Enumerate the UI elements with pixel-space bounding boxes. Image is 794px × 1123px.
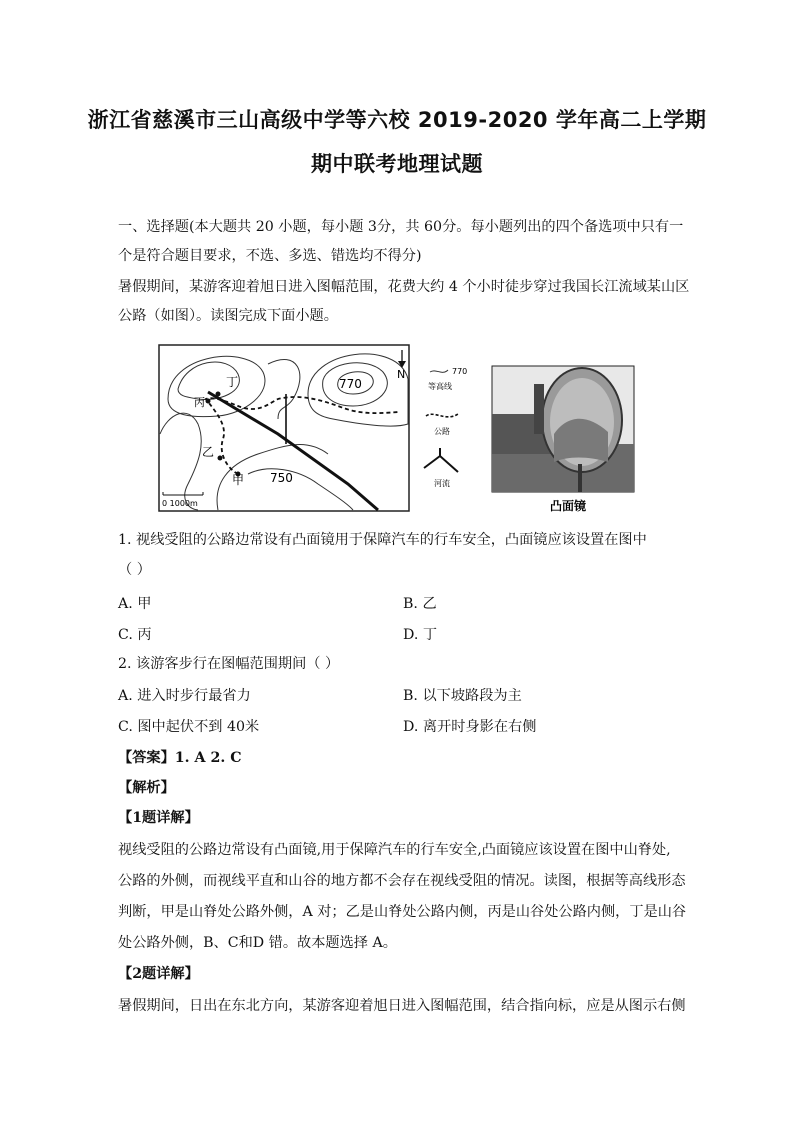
q1-option-c: C. 丙 [118,627,152,643]
analysis-heading: 【解析】 [118,780,175,796]
intro-line1: 暑假期间，某游客迎着旭日进入图幅范围，花费大约 4 个小时徒步穿过我国长江流域某山区 [118,279,690,295]
q2-option-d: D. 离开时身影在右侧 [403,719,537,735]
detail1-line2: 公路的外侧，而视线平直和山谷的地方都不会存在视线受阻的情况。读图，根据等高线形态 [118,873,686,889]
label-yi: 乙 [202,445,215,459]
section-instructions-line1: 一、选择题(本大题共 20 小题，每小题 3分，共 60分。每小题列出的四个备选项中只有一 [118,219,684,235]
label-bing: 丙 [194,396,205,409]
point-yi [218,456,223,461]
detail2-heading: 【2题详解】 [118,966,199,982]
photo-caption: 凸面镜 [550,499,587,513]
label-contour-750: 750 [270,471,293,485]
figure-map-and-photo [158,344,638,514]
label-contour-770: 770 [339,377,362,391]
document-title-line1: 浙江省慈溪市三山高级中学等六校 2019-2020 学年高二上学期 [87,108,707,132]
map-frame [159,345,409,511]
detail1-line1: 视线受阻的公路边常设有凸面镜,用于保障汽车的行车安全,凸面镜应该设置在图中山脊处, [118,842,671,858]
svg-text:N: N [397,368,406,381]
legend-contour-label: 等高线 [428,382,452,391]
detail2-line1: 暑假期间，日出在东北方向，某游客迎着旭日进入图幅范围，结合指向标，应是从图示右侧 [118,998,686,1014]
q2-option-c: C. 图中起伏不到 40米 [118,719,260,735]
q2-stem: 2. 该游客步行在图幅范围期间（ ） [118,656,340,672]
intro-line2: 公路（如图）。读图完成下面小题。 [118,308,338,324]
legend-road-label: 公路 [434,427,450,436]
legend-contour-value: 770 [452,367,468,376]
answer-line: 【答案】1. A 2. C [118,750,242,766]
q1-option-b: B. 乙 [403,596,437,612]
point-bing [206,399,211,404]
detail1-line3: 判断，甲是山脊处公路外侧，A 对；乙是山脊处公路内侧，丙是山谷处公路内侧，丁是山谷 [118,904,687,920]
q1-stem-line1: 1. 视线受阻的公路边常设有凸面镜用于保障汽车的行车安全，凸面镜应该设置在图中 [118,532,647,548]
label-jia: 甲 [232,473,245,487]
svg-text:0 1000m: 0 1000m [162,499,198,508]
detail1-heading: 【1题详解】 [118,810,199,826]
detail1-line4: 处公路外侧，B、C和D 错。故本题选择 A。 [118,935,397,951]
map-legend [424,367,467,488]
section-instructions-line2: 个是符合题目要求，不选、多选、错选均不得分) [118,248,422,264]
legend-river-label: 河流 [434,479,450,488]
document-title-line2: 期中联考地理试题 [311,152,483,176]
q2-option-a: A. 进入时步行最省力 [118,688,251,704]
q2-option-b: B. 以下坡路段为主 [403,688,522,704]
q1-option-a: A. 甲 [118,596,152,612]
label-ding: 丁 [226,375,239,389]
q1-option-d: D. 丁 [403,627,438,643]
point-ding [216,392,221,397]
q1-stem-line2: （ ） [118,562,151,578]
convex-mirror-photo [492,366,634,492]
